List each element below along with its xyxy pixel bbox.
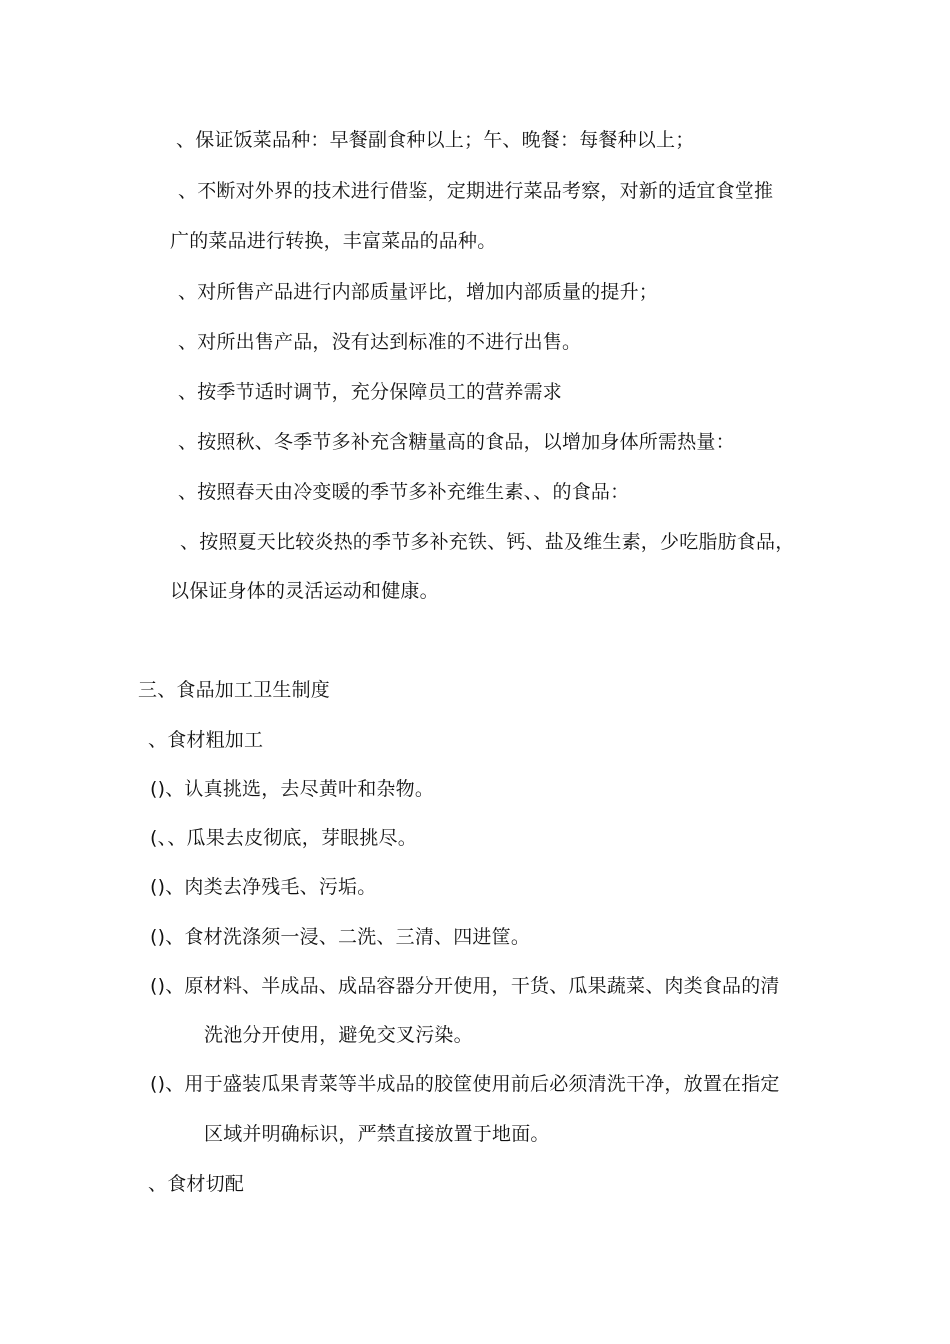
- list-item: 、按照秋、冬季节多补充含糖量高的食品，以增加身体所需热量：: [178, 431, 735, 453]
- list-item: 、对所售产品进行内部质量评比，增加内部质量的提升；: [178, 281, 659, 303]
- list-item-continuation: 区域并明确标识，严禁直接放置于地面。: [204, 1123, 550, 1145]
- list-item: 、按季节适时调节，充分保障员工的营养需求: [178, 381, 563, 403]
- subsection-heading: 、食材切配: [148, 1173, 245, 1195]
- list-item: 、保证饭菜品种：早餐副食种以上；午、晚餐：每餐种以上；: [176, 129, 695, 151]
- list-item-continuation: 广的菜品进行转换，丰富菜品的品种。: [170, 230, 497, 252]
- list-item: ()、用于盛装瓜果青菜等半成品的胶筐使用前后必须清洗干净，放置在指定: [150, 1073, 780, 1095]
- list-item-continuation: 洗池分开使用，避免交叉污染。: [204, 1024, 473, 1046]
- list-item: 、对所出售产品，没有达到标准的不进行出售。: [178, 331, 582, 353]
- section-heading: 三、食品加工卫生制度: [138, 679, 331, 701]
- list-item: (、、瓜果去皮彻底，芽眼挑尽。: [150, 827, 417, 849]
- subsection-heading: 、食材粗加工: [148, 729, 264, 751]
- list-item: ()、肉类去净残毛、污垢。: [150, 876, 377, 898]
- list-item: 、按照春天由冷变暖的季节多补充维生素、、的食品：: [178, 481, 630, 503]
- list-item-continuation: 以保证身体的灵活运动和健康。: [170, 580, 439, 602]
- list-item: ()、原材料、半成品、成品容器分开使用，干货、瓜果蔬菜、肉类食品的清: [150, 975, 780, 997]
- list-item: ()、认真挑选，去尽黄叶和杂物。: [150, 778, 435, 800]
- list-item: 、不断对外界的技术进行借鉴，定期进行菜品考察，对新的适宜食堂推: [178, 180, 774, 202]
- list-item: ()、食材洗涤须一浸、二洗、三清、四进筐。: [150, 926, 531, 948]
- list-item: 、按照夏天比较炎热的季节多补充铁、钙、盐及维生素，少吃脂肪食品，: [180, 531, 795, 553]
